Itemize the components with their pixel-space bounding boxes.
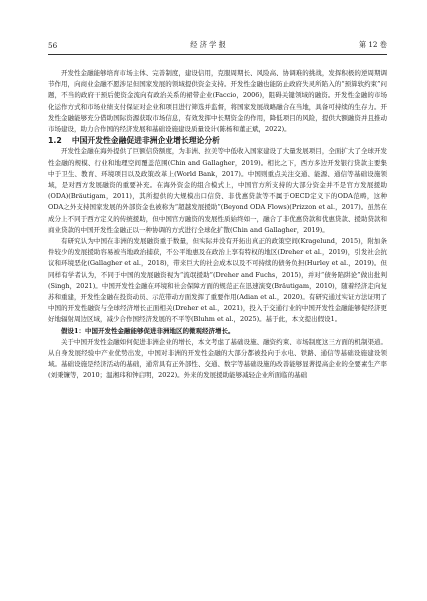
hypothesis-statement: 假设1：中国开发性金融能够促进非洲地区的微观经济增长。 [61, 326, 235, 335]
paragraph: 关于中国开发性金融如何促进非洲企业的增长，本文考虑了基础设施、融资约束、市场制度这三方面的机制渠道。从自身发展经验中产业优势出发，中国对非洲的开发性金融的大部分都被投向于水电、铁路、通信等基础设施建设领域。基础设施是经济活动的基础，通常具有正外部性、交通、数字等基础设施的改善能够显著提高企业的全要素生产率(刘秉镰等，2010；温湘玮和钟启明，2022)。外来的发展援助能够减轻企业所面临的基础 [48, 337, 387, 380]
body-text [48, 68, 387, 382]
running-header [48, 38, 387, 52]
paragraph: 开发性金融在海外提供了巨额信贷额度，为非洲、拉美等中低收入国家建设了大量发展项目，全面扩大了全球开发性金融的规模、行业和地理空间覆盖范围(Chin and Gallagher，2019)。相比之下，西方多边开发银行贷款主要集中于卫生、教育、环境项目以及政策改革上(World Bank，2017)。中国则重点关注交通、能源、通信等基础设施领域，是对西方发展融资的重要补充。在海外资金的组合模式上，中国官方所支持的大部分资金并不是官方发展援助(ODA)(Bräutigam，2011)，其所提供的大规模出口信贷、非优惠贷款等不属于OECD定义下的ODA范畴，这种ODA之外支持国家发展的外部资金也被称为“超越发展援助”(Beyond ODA Flows)(Prizzon et al.，2017)。虽然在成分上不同于西方定义的传统援助，但中国官方融资的发展性质始终如一，融合了非优惠贷款和优惠贷款、援助贷款和商业贷款的中国开发性金融正以一种协调的方式进行全球化扩散(Chin and Gallagher，2019)。 [48, 147, 387, 234]
paragraph: 有研究认为中国在非洲的发展融资重于数量，但实际并没有开拓出真正的政策空间(Kragelund，2015)，附加条件较少的发展援助容易被当地政治捕获，不公平地惠及在政治上享有特权的地区(Dreher et al.，2019)，引发社会抗议和环境恶化(Gallagher et al.，2018)，带来巨大的社会成本以及不可持续的债务负担(Hurley et al.，2019)。但同样有学者认为，不同于中国的发展融资视为“流氓援助”(Dreher and Fuchs，2015)，并对“债务陷阱论”做出批判(Singh，2021)。中国开发性金融在环境和社会保障方面的规范正在迅速演变(Bräutigam，2010)，随着经济走向复苏和重建，开发性金融在投资动员、示范带动方面发挥了重要作用(Adian et al.，2020)。有研究通过实证方法证明了中国的开发性融资与全球经济增长正面相关(Dreher et al.，2021)，投入于交通行业的中国开发性金融能够促经济更好地辐射周边区域，减少合作国经济发展的不平等(Bluhm et al.，2025)。基于此，本文提出假设1。 [48, 237, 387, 324]
volume-number: 第 12 卷 [358, 40, 387, 49]
section-heading [48, 135, 387, 146]
page-number: 56 [48, 40, 58, 50]
journal-name: 经 济 学 报 [190, 40, 226, 49]
section-title: 中国开发性金融促进非洲企业增长理论分析 [71, 136, 220, 146]
header-divider [48, 54, 387, 55]
paragraph: 开发性金融能够培育市场主体、完善制度，建设信用，克服周期长、风险高、协调难的挑战，发挥积极的逆周期调节作用，向商业金融不愿涉足但国家发展的领域提供资金支持。开发性金融也能防止政府失灵所陷入的“预算软约束”问题，不当的政府干预后使资金流向有政治关系的裙带企业(Faccio，2006)，阻碍关键领域的融资。开发性金融的市场化运作方式和市场业绩支付保证对企业和项目进行筛选并监督，将国家发展战略融合在当地，具备可持续的生存力。开发性金融能够充分借助国际资源获取市场信息，有效发挥中长期资金的作用，降低项目的风险，提供大额融资并且推动市场建设，助力合作国的经济发展和基础设施建设质量设计(陈杨和董正斌，2022)。 [48, 69, 387, 134]
section-number: 1.2 [48, 136, 62, 146]
